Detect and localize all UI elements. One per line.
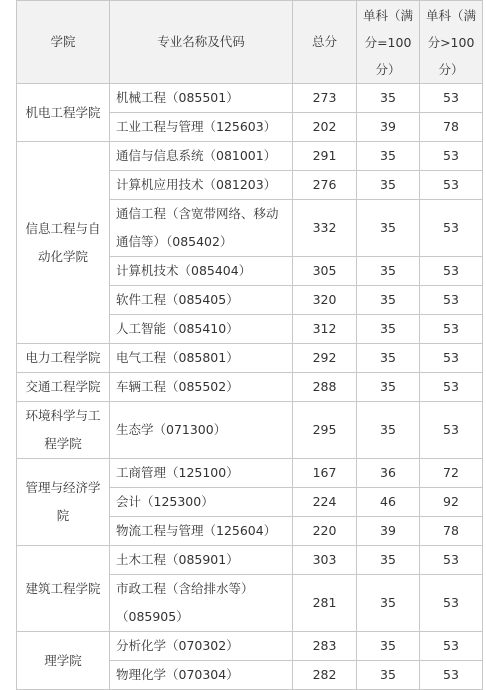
- table-row: [17, 142, 483, 171]
- header-total: 总分: [293, 1, 357, 84]
- single-100-cell: 35: [357, 286, 420, 315]
- table-row: [17, 459, 483, 488]
- major-cell: 机械工程（085501）: [110, 84, 293, 113]
- major-cell: 分析化学（070302）: [110, 632, 293, 661]
- total-cell: 312: [293, 315, 357, 344]
- table-row: [17, 373, 483, 402]
- total-cell: 202: [293, 113, 357, 142]
- single-over100-cell: 53: [420, 200, 483, 257]
- major-cell: 电气工程（085801）: [110, 344, 293, 373]
- single-100-cell: 35: [357, 171, 420, 200]
- single-over100-cell: 53: [420, 171, 483, 200]
- major-cell: 通信工程（含宽带网络、移动通信等）（085402）: [110, 200, 293, 257]
- total-cell: 282: [293, 661, 357, 690]
- single-100-cell: 35: [357, 257, 420, 286]
- single-over100-cell: 53: [420, 344, 483, 373]
- school-cell: 电力工程学院: [17, 344, 110, 373]
- single-over100-cell: 53: [420, 661, 483, 690]
- single-100-cell: 35: [357, 344, 420, 373]
- single-over100-cell: 53: [420, 373, 483, 402]
- major-cell: 通信与信息系统（081001）: [110, 142, 293, 171]
- single-over100-cell: 53: [420, 142, 483, 171]
- total-cell: 292: [293, 344, 357, 373]
- major-cell: 计算机技术（085404）: [110, 257, 293, 286]
- single-100-cell: 35: [357, 546, 420, 575]
- total-cell: 320: [293, 286, 357, 315]
- total-cell: 283: [293, 632, 357, 661]
- header-single-100: 单科（满分=100分）: [357, 1, 420, 84]
- major-cell: 土木工程（085901）: [110, 546, 293, 575]
- school-cell: 交通工程学院: [17, 373, 110, 402]
- total-cell: 276: [293, 171, 357, 200]
- total-cell: 167: [293, 459, 357, 488]
- table-row: [17, 84, 483, 113]
- single-over100-cell: 53: [420, 286, 483, 315]
- single-over100-cell: 53: [420, 632, 483, 661]
- single-100-cell: 35: [357, 315, 420, 344]
- major-cell: 人工智能（085410）: [110, 315, 293, 344]
- school-cell: 机电工程学院: [17, 84, 110, 142]
- table-header: [17, 1, 483, 84]
- total-cell: 295: [293, 402, 357, 459]
- school-cell: 信息工程与自动化学院: [17, 142, 110, 344]
- total-cell: 273: [293, 84, 357, 113]
- single-100-cell: 39: [357, 517, 420, 546]
- single-100-cell: 35: [357, 84, 420, 113]
- school-cell: 理学院: [17, 632, 110, 690]
- school-cell: 管理与经济学院: [17, 459, 110, 546]
- total-cell: 224: [293, 488, 357, 517]
- single-over100-cell: 78: [420, 113, 483, 142]
- table-row: [17, 402, 483, 459]
- single-over100-cell: 53: [420, 257, 483, 286]
- single-100-cell: 35: [357, 200, 420, 257]
- total-cell: 281: [293, 575, 357, 632]
- major-cell: 计算机应用技术（081203）: [110, 171, 293, 200]
- table-row: [17, 632, 483, 661]
- total-cell: 220: [293, 517, 357, 546]
- single-100-cell: 46: [357, 488, 420, 517]
- table-row: [17, 546, 483, 575]
- single-100-cell: 39: [357, 113, 420, 142]
- single-over100-cell: 53: [420, 315, 483, 344]
- total-cell: 303: [293, 546, 357, 575]
- header-major: 专业名称及代码: [110, 1, 293, 84]
- school-cell: 环境科学与工程学院: [17, 402, 110, 459]
- single-over100-cell: 53: [420, 546, 483, 575]
- single-100-cell: 35: [357, 142, 420, 171]
- header-single-over100: 单科（满分>100分）: [420, 1, 483, 84]
- header-school: 学院: [17, 1, 110, 84]
- single-100-cell: 35: [357, 632, 420, 661]
- total-cell: 305: [293, 257, 357, 286]
- single-100-cell: 35: [357, 402, 420, 459]
- single-100-cell: 36: [357, 459, 420, 488]
- single-100-cell: 35: [357, 575, 420, 632]
- single-over100-cell: 53: [420, 575, 483, 632]
- major-cell: 车辆工程（085502）: [110, 373, 293, 402]
- single-over100-cell: 53: [420, 84, 483, 113]
- total-cell: 291: [293, 142, 357, 171]
- header-row: [17, 1, 483, 84]
- table-row: [17, 344, 483, 373]
- single-over100-cell: 92: [420, 488, 483, 517]
- single-100-cell: 35: [357, 373, 420, 402]
- major-cell: 物流工程与管理（125604）: [110, 517, 293, 546]
- total-cell: 288: [293, 373, 357, 402]
- single-over100-cell: 53: [420, 402, 483, 459]
- single-over100-cell: 72: [420, 459, 483, 488]
- score-table: [16, 0, 483, 690]
- single-over100-cell: 78: [420, 517, 483, 546]
- major-cell: 软件工程（085405）: [110, 286, 293, 315]
- major-cell: 工商管理（125100）: [110, 459, 293, 488]
- major-cell: 生态学（071300）: [110, 402, 293, 459]
- school-cell: 建筑工程学院: [17, 546, 110, 632]
- table-body: [17, 84, 483, 690]
- total-cell: 332: [293, 200, 357, 257]
- major-cell: 会计（125300）: [110, 488, 293, 517]
- single-100-cell: 35: [357, 661, 420, 690]
- major-cell: 市政工程（含给排水等）（085905）: [110, 575, 293, 632]
- major-cell: 物理化学（070304）: [110, 661, 293, 690]
- major-cell: 工业工程与管理（125603）: [110, 113, 293, 142]
